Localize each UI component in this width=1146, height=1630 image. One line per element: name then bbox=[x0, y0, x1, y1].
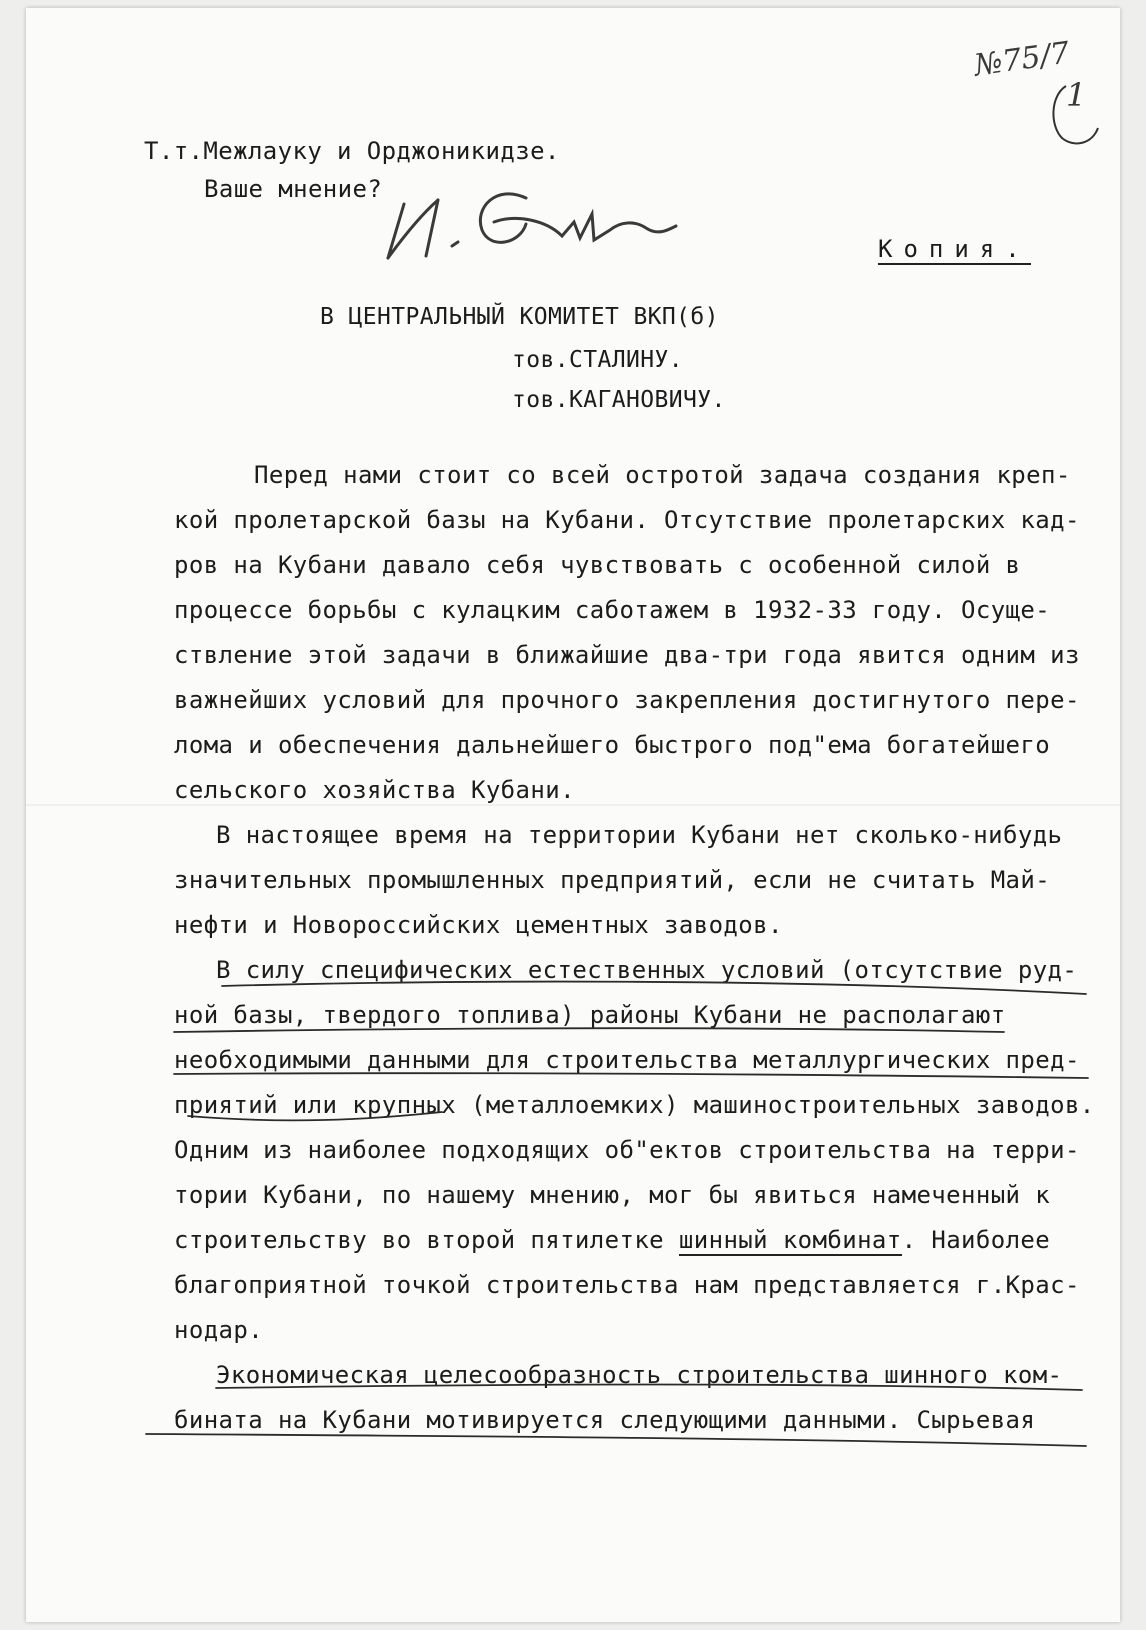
body-line: Перед нами стоит со всей остротой задача создания креп- bbox=[254, 461, 1071, 489]
archive-reference: №75/7 bbox=[972, 35, 1072, 84]
body-line: важнейших условий для прочного закрепления достигнутого пере- bbox=[174, 686, 1080, 714]
body-line: ров на Кубани давало себя чувствовать с особенной силой в bbox=[174, 551, 1021, 579]
body-line: кой пролетарской базы на Кубани. Отсутствие пролетарских кад- bbox=[174, 506, 1080, 534]
body-line: приятий или крупных (металлоемких) машиностроительных заводов. bbox=[174, 1091, 1095, 1119]
address-recipient-2: тов.КАГАНОВИЧУ. bbox=[512, 387, 726, 413]
body-line: благоприятной точкой строительства нам представляется г.Крас- bbox=[174, 1271, 1080, 1299]
address-recipient-1: тов.СТАЛИНУ. bbox=[512, 347, 683, 373]
address-recipient-org: В ЦЕНТРАЛЬНЫЙ КОМИТЕТ ВКП(б) bbox=[320, 304, 719, 330]
body-line: необходимыми данными для строительства металлургических пред- bbox=[174, 1046, 1080, 1074]
pencil-underlines bbox=[26, 8, 1120, 1622]
body-line: процессе борьбы с кулацким саботажем в 1932-33 году. Осуще- bbox=[174, 596, 1051, 624]
page-number: 1 bbox=[1066, 76, 1087, 114]
resolution-line-2: Ваше мнение? bbox=[204, 175, 383, 203]
body-line: тории Кубани, по нашему мнению, мог бы явиться намеченный к bbox=[174, 1181, 1051, 1209]
body-line: сельского хозяйства Кубани. bbox=[174, 776, 575, 804]
body-line: бината на Кубани мотивируется следующими данными. Сырьевая bbox=[174, 1406, 1036, 1434]
body-line: ствление этой задачи в ближайшие два-три года явится одним из bbox=[174, 641, 1080, 669]
body-line: нодар. bbox=[174, 1316, 264, 1344]
highlight-tire-plant: шинный комбинат bbox=[678, 1226, 902, 1254]
body-line: лома и обеспечения дальнейшего быстрого под"ема богатейшего bbox=[174, 731, 1051, 759]
body-line: В силу специфических естественных условий (отсутствие руд- bbox=[216, 956, 1078, 984]
body-line: Одним из наиболее подходящих об"ектов строительства на терри- bbox=[174, 1136, 1080, 1164]
copy-mark: Копия. bbox=[878, 235, 1031, 263]
body-line: значительных промышленных предприятий, если не считать Май- bbox=[174, 866, 1051, 894]
body-line: В настоящее время на территории Кубани нет сколько-нибудь bbox=[216, 821, 1063, 849]
document-page bbox=[26, 8, 1120, 1622]
body-line: ной базы, твердого топлива) районы Кубани не располагают bbox=[174, 1001, 1006, 1029]
body-line: нефти и Новороссийских цементных заводов. bbox=[174, 911, 783, 939]
resolution-line-1: Т.т.Межлауку и Орджоникидзе. bbox=[144, 137, 560, 165]
body-line: строительству во второй пятилетке шинный комбинат. Наиболее bbox=[174, 1226, 1051, 1254]
body-line: Экономическая целесообразность строительства шинного ком- bbox=[216, 1361, 1063, 1389]
